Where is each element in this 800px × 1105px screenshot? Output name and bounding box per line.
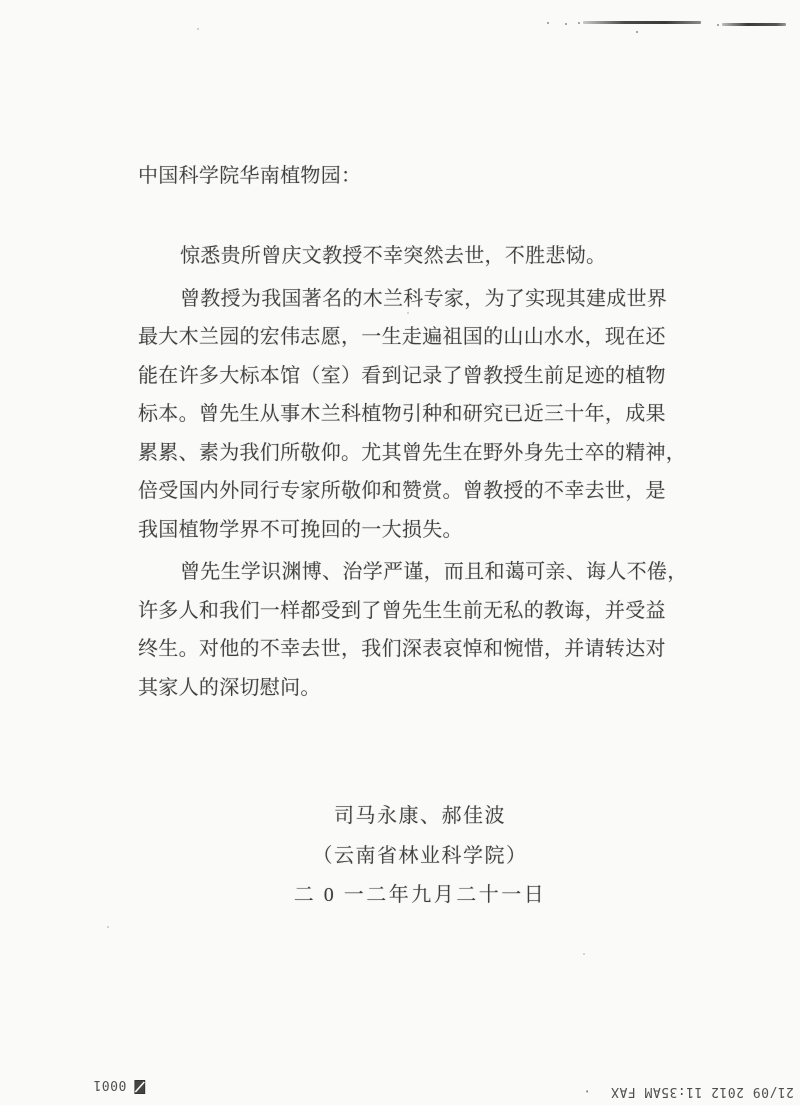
scan-speck — [583, 953, 585, 955]
scan-speck — [547, 22, 549, 24]
fax-page-number: 0001 — [93, 1077, 127, 1093]
signature-affiliation: （云南省林业科学院） — [312, 845, 528, 867]
letter-line: 惊悉贵所曾庆文教授不幸突然去世，不胜悲恸。 — [180, 245, 607, 267]
letter-line: 标本。曾先生从事木兰科植物引种和研究已近三十年，成果 — [138, 403, 666, 425]
fax-trailing-mark: · — [583, 1084, 591, 1099]
letter-line: 我国植物学界不可挽回的一大损失。 — [138, 519, 463, 541]
letter-line: 曾先生学识渊博、治学严谨，而且和蔼可亲、诲人不倦， — [180, 561, 688, 583]
letter-addressee: 中国科学院华南植物园： — [138, 165, 362, 187]
signature-date: 二 0 一二年九月二十一日 — [293, 884, 547, 906]
letter-line: 能在许多大标本馆（室）看到记录了曾教授生前足迹的植物 — [138, 365, 666, 387]
scan-streak — [722, 23, 786, 26]
letter-line: 最大木兰园的宏伟志愿，一生走遍祖国的山山水水，现在还 — [138, 326, 666, 348]
letter-line: 倍受国内外同行专家所敬仰和赞赏。曾教授的不幸去世，是 — [138, 480, 666, 502]
scan-speck — [565, 23, 567, 25]
signature-names: 司马永康、郝佳波 — [334, 805, 506, 827]
scan-speck — [636, 31, 638, 33]
scan-speck — [717, 24, 719, 26]
scan-speck — [578, 22, 580, 24]
scan-speck — [197, 28, 199, 30]
fax-timestamp-stamp — [583, 1084, 794, 1099]
fax-timestamp-text: 21/09 2012 11:35AM FAX — [610, 1084, 794, 1099]
scan-speck — [107, 926, 109, 928]
letter-line: 许多人和我们一样都受到了曾先生生前无私的教诲，并受益 — [138, 600, 666, 622]
letter-line: 累累、素为我们所敬仰。尤其曾先生在野外身先士卒的精神， — [138, 442, 687, 464]
fax-page-counter-stamp — [93, 1076, 145, 1094]
letter-line: 其家人的深切慰问。 — [138, 677, 321, 699]
scan-streak — [583, 21, 701, 24]
fax-page-icon — [134, 1076, 145, 1094]
scan-speck — [407, 312, 409, 314]
letter-line: 曾教授为我国著名的木兰科专家，为了实现其建成世界 — [180, 288, 668, 310]
letter-line: 终生。对他的不幸去世，我们深表哀悼和惋惜，并请转达对 — [138, 638, 666, 660]
